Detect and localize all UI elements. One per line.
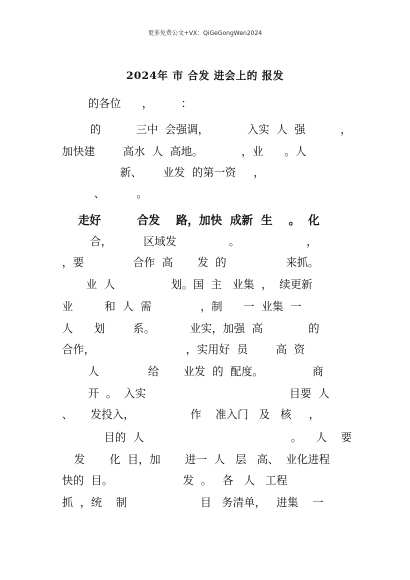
body-line: 合作， ，实用好 员 高 资 (62, 343, 305, 356)
body-line: 开 。 入实 目要 人 (88, 387, 330, 400)
body-line: 抓 ，统 制 目 务清单， 进集 一 (62, 496, 324, 509)
body-line: 新、 业发 的第一资 ， (120, 166, 265, 179)
page-header: 更多免费公文+VX：QiGeGongWen2024 (147, 30, 263, 37)
body-line: 加快建 高水 人 高地。 ，业 。人 (62, 145, 307, 158)
body-line: 发 化 目，加 进一 人 层 高、 业化进程 (74, 453, 330, 466)
body-line: ，要 合作 高 发 的 来抓。 (62, 256, 319, 269)
body-line-emphasis: 走好 合发 路，加快 成新 生 。 化 (78, 213, 320, 227)
body-line: 目的 人 。 人 要 (104, 431, 352, 444)
body-line: 业 人 划。国 主 业集 ， 续更新 (86, 278, 313, 291)
body-line: 、 。 (94, 187, 148, 200)
body-line: 人 给 业发 的 配度。 商 (88, 365, 324, 378)
body-line: 快的 目。 发 。 各 人 工程 (62, 474, 288, 487)
body-line: 的 三中 会强调， 入实 人 强 ， (90, 123, 352, 136)
body-line: 人 划 系。 业实，加强 高 的 (62, 322, 320, 335)
body-line: 业 和 人 需 ，制 一 业集 一 (62, 300, 302, 313)
document-title: 2024年 市 合发 进会上的 报发 (126, 70, 284, 82)
body-line: 的各位 ， ： (88, 97, 192, 110)
body-line: 合， 区域发 。 ， (90, 235, 318, 248)
body-line: 、 发投入， 作 准入门 及 核 ， (62, 408, 320, 421)
